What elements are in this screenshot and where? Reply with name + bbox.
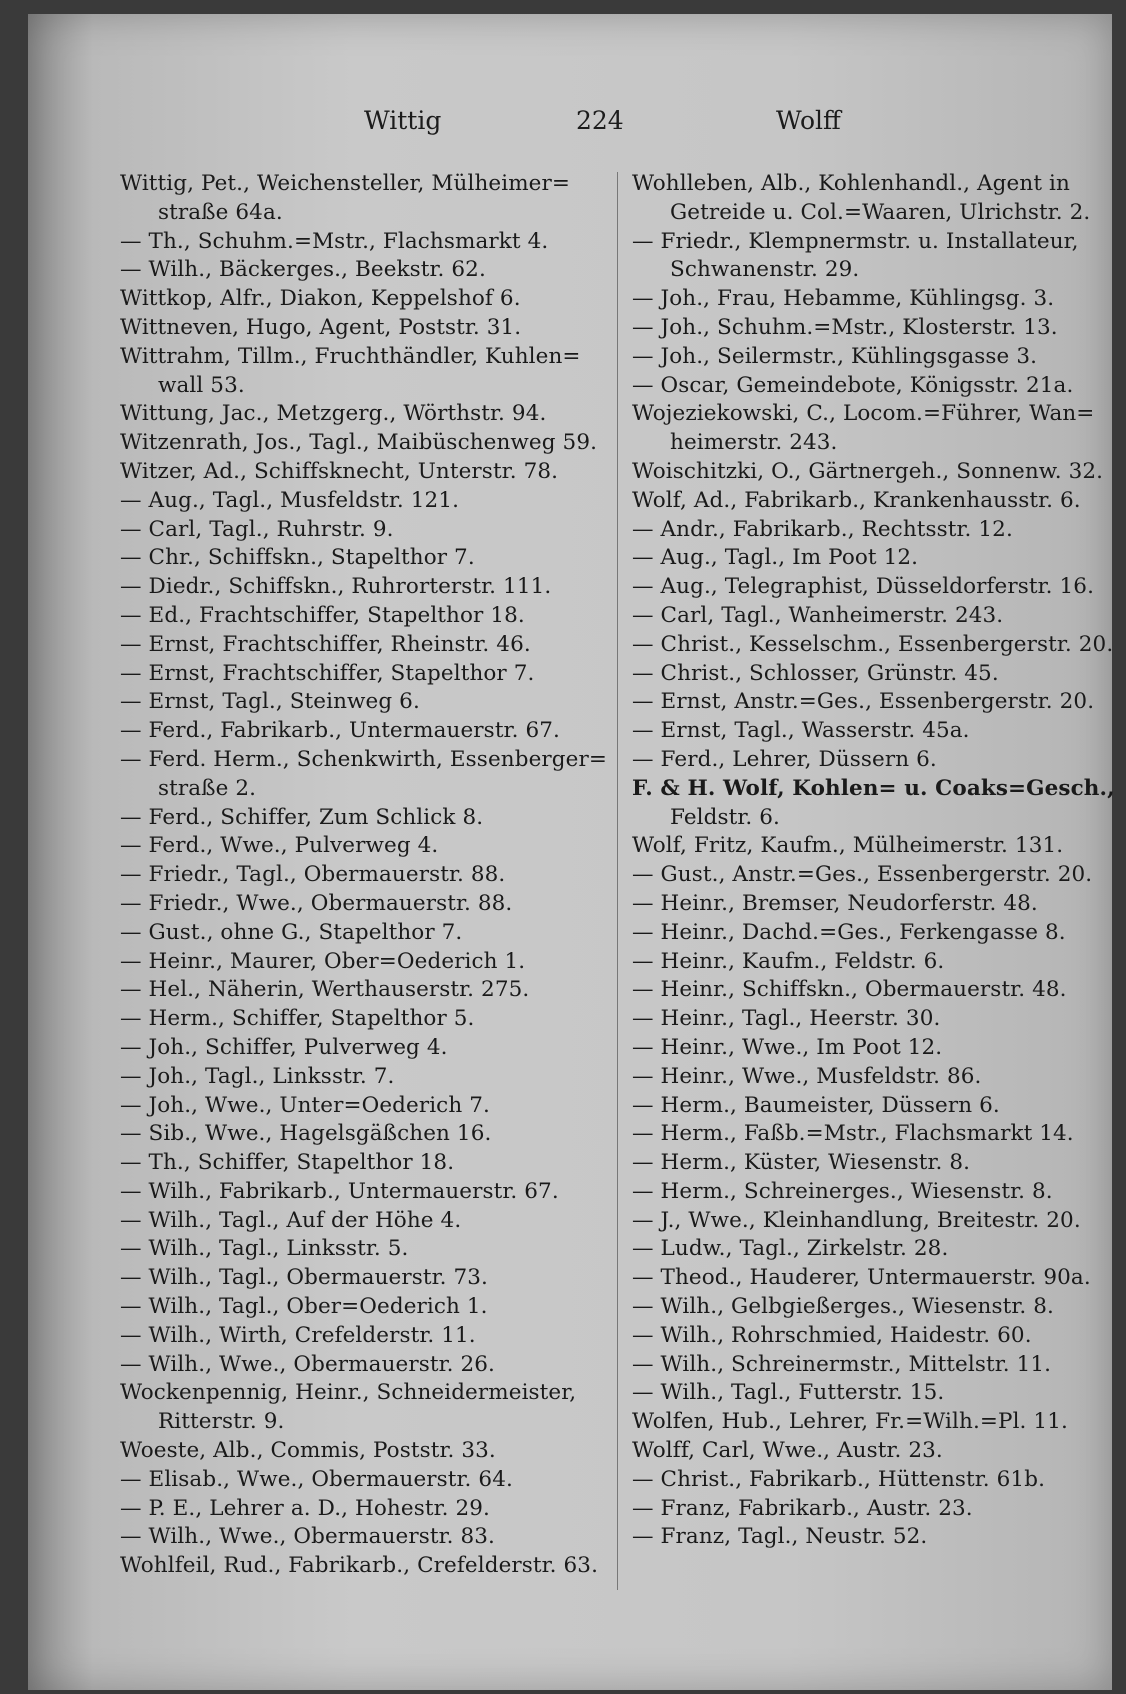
directory-entry: — Oscar, Gemeindebote, Königsstr. 21a. bbox=[632, 372, 1074, 398]
directory-entry: — Christ., Kesselschm., Essenbergerstr. 20. bbox=[632, 631, 1114, 657]
directory-entry: straße 64a. bbox=[158, 199, 283, 225]
directory-entry: — Wilh., Wwe., Obermauerstr. 83. bbox=[120, 1524, 495, 1550]
directory-entry: — Ernst, Tagl., Steinweg 6. bbox=[120, 689, 420, 715]
directory-entry: — Wilh., Bäckerges., Beekstr. 62. bbox=[120, 257, 486, 283]
directory-entry: — Ferd., Lehrer, Düssern 6. bbox=[632, 746, 937, 772]
directory-entry: — Wilh., Tagl., Linksstr. 5. bbox=[120, 1236, 409, 1262]
directory-entry: — Wilh., Fabrikarb., Untermauerstr. 67. bbox=[120, 1178, 559, 1204]
directory-entry: — Elisab., Wwe., Obermauerstr. 64. bbox=[120, 1466, 513, 1492]
left-column bbox=[120, 170, 610, 1581]
directory-entry: Witzer, Ad., Schiffsknecht, Unterstr. 78. bbox=[120, 458, 559, 484]
directory-entry: — Carl, Tagl., Ruhrstr. 9. bbox=[120, 516, 394, 542]
directory-entry: — Sib., Wwe., Hagelsgäßchen 16. bbox=[120, 1121, 492, 1147]
directory-entry: — Wilh., Wwe., Obermauerstr. 26. bbox=[120, 1351, 495, 1377]
directory-entry: — Wilh., Tagl., Auf der Höhe 4. bbox=[120, 1207, 462, 1233]
directory-entry: — Th., Schiffer, Stapelthor 18. bbox=[120, 1150, 455, 1176]
directory-entry: — Ernst, Anstr.=Ges., Essenbergerstr. 20. bbox=[632, 689, 1095, 715]
directory-entry: Wittrahm, Tillm., Fruchthändler, Kuhlen= bbox=[120, 343, 581, 369]
directory-entry: heimerstr. 243. bbox=[670, 430, 838, 456]
header-left-keyword: Wittig bbox=[364, 106, 442, 135]
directory-entry: — Herm., Küster, Wiesenstr. 8. bbox=[632, 1150, 971, 1176]
directory-entry: — Ed., Frachtschiffer, Stapelthor 18. bbox=[120, 602, 525, 628]
directory-entry: — Aug., Tagl., Im Poot 12. bbox=[632, 545, 919, 571]
directory-entry: Woischitzki, O., Gärtnergeh., Sonnenw. 32. bbox=[632, 458, 1104, 484]
directory-entry: — Ferd. Herm., Schenkwirth, Essenberger= bbox=[120, 746, 607, 772]
directory-entry: Witzenrath, Jos., Tagl., Maibüschenweg 59. bbox=[120, 430, 598, 456]
directory-entry: — Wilh., Tagl., Obermauerstr. 73. bbox=[120, 1265, 488, 1291]
directory-entry: — Joh., Schiffer, Pulverweg 4. bbox=[120, 1034, 448, 1060]
directory-entry: — Friedr., Klempnermstr. u. Installateur, bbox=[632, 228, 1079, 254]
page-header bbox=[28, 106, 1112, 146]
directory-entry: — Ernst, Frachtschiffer, Rheinstr. 46. bbox=[120, 631, 531, 657]
directory-entry: F. & H. Wolf, Kohlen= u. Coaks=Gesch., bbox=[632, 775, 1115, 801]
directory-entry: — Diedr., Schiffskn., Ruhrorterstr. 111. bbox=[120, 574, 552, 600]
directory-entry: Ritterstr. 9. bbox=[158, 1409, 285, 1435]
directory-entry: Getreide u. Col.=Waaren, Ulrichstr. 2. bbox=[670, 199, 1091, 225]
directory-entry: — Franz, Tagl., Neustr. 52. bbox=[632, 1524, 928, 1550]
directory-entry: — Chr., Schiffskn., Stapelthor 7. bbox=[120, 545, 475, 571]
directory-entry: — Ferd., Schiffer, Zum Schlick 8. bbox=[120, 804, 484, 830]
directory-entry: — Friedr., Wwe., Obermauerstr. 88. bbox=[120, 890, 513, 916]
directory-entry: — Heinr., Bremser, Neudorferstr. 48. bbox=[632, 890, 1038, 916]
directory-entry: Wolfen, Hub., Lehrer, Fr.=Wilh.=Pl. 11. bbox=[632, 1409, 1068, 1435]
directory-entry: — Heinr., Schiffskn., Obermauerstr. 48. bbox=[632, 977, 1067, 1003]
directory-entry: — Joh., Seilermstr., Kühlingsgasse 3. bbox=[632, 343, 1038, 369]
directory-entry: Wohlfeil, Rud., Fabrikarb., Crefelderstr. 63. bbox=[120, 1553, 599, 1579]
directory-entry: — Wilh., Tagl., Ober=Oederich 1. bbox=[120, 1294, 488, 1320]
directory-entry: — Andr., Fabrikarb., Rechtsstr. 12. bbox=[632, 516, 1013, 542]
directory-entry: — Heinr., Maurer, Ober=Oederich 1. bbox=[120, 948, 526, 974]
directory-entry: — Aug., Telegraphist, Düsseldorferstr. 16. bbox=[632, 574, 1094, 600]
right-column bbox=[632, 170, 1115, 1552]
directory-entry: — Ferd., Fabrikarb., Untermauerstr. 67. bbox=[120, 718, 560, 744]
directory-entry: — P. E., Lehrer a. D., Hohestr. 29. bbox=[120, 1495, 490, 1521]
directory-entry: — Ernst, Tagl., Wasserstr. 45a. bbox=[632, 718, 970, 744]
directory-entry: — Ernst, Frachtschiffer, Stapelthor 7. bbox=[120, 660, 535, 686]
directory-entry: — Aug., Tagl., Musfeldstr. 121. bbox=[120, 487, 460, 513]
directory-entry: — Heinr., Wwe., Im Poot 12. bbox=[632, 1034, 943, 1060]
directory-entry: — Joh., Frau, Hebamme, Kühlingsg. 3. bbox=[632, 286, 1055, 312]
directory-entry: Wittig, Pet., Weichensteller, Mülheimer= bbox=[120, 171, 570, 196]
directory-entry: Wittung, Jac., Metzgerg., Wörthstr. 94. bbox=[120, 401, 547, 427]
directory-entry: — Heinr., Kaufm., Feldstr. 6. bbox=[632, 948, 945, 974]
directory-entry: — Heinr., Tagl., Heerstr. 30. bbox=[632, 1006, 941, 1032]
directory-entry: Wockenpennig, Heinr., Schneidermeister, bbox=[120, 1380, 577, 1406]
directory-entry: — Herm., Schiffer, Stapelthor 5. bbox=[120, 1006, 475, 1032]
directory-entry: — Friedr., Tagl., Obermauerstr. 88. bbox=[120, 862, 506, 888]
directory-entry: Wolff, Carl, Wwe., Austr. 23. bbox=[632, 1438, 943, 1464]
directory-entry: Wohlleben, Alb., Kohlenhandl., Agent in bbox=[632, 171, 1070, 196]
directory-entry: — Franz, Fabrikarb., Austr. 23. bbox=[632, 1495, 973, 1521]
directory-entry: Wolf, Fritz, Kaufm., Mülheimerstr. 131. bbox=[632, 833, 1064, 859]
directory-entry: — Gust., Anstr.=Ges., Essenbergerstr. 20. bbox=[632, 862, 1093, 888]
directory-entry: straße 2. bbox=[158, 775, 257, 801]
directory-entry: — Herm., Baumeister, Düssern 6. bbox=[632, 1092, 1000, 1118]
directory-entry: — Ferd., Wwe., Pulverweg 4. bbox=[120, 833, 439, 859]
directory-entry: — Christ., Schlosser, Grünstr. 45. bbox=[632, 660, 999, 686]
directory-entry: — J., Wwe., Kleinhandlung, Breitestr. 20. bbox=[632, 1207, 1081, 1233]
directory-entry: wall 53. bbox=[158, 372, 245, 398]
directory-entry: — Herm., Schreinerges., Wiesenstr. 8. bbox=[632, 1178, 1053, 1204]
column-divider bbox=[617, 172, 618, 1590]
directory-entry: — Herm., Faßb.=Mstr., Flachsmarkt 14. bbox=[632, 1121, 1074, 1147]
directory-entry: — Joh., Wwe., Unter=Oederich 7. bbox=[120, 1092, 490, 1118]
directory-entry: — Wilh., Schreinermstr., Mittelstr. 11. bbox=[632, 1351, 1052, 1377]
directory-entry: — Theod., Hauderer, Untermauerstr. 90a. bbox=[632, 1265, 1091, 1291]
directory-entry: — Heinr., Wwe., Musfeldstr. 86. bbox=[632, 1063, 982, 1089]
directory-entry: — Ludw., Tagl., Zirkelstr. 28. bbox=[632, 1236, 949, 1262]
directory-entry: Wolf, Ad., Fabrikarb., Krankenhausstr. 6. bbox=[632, 487, 1081, 513]
directory-entry: — Carl, Tagl., Wanheimerstr. 243. bbox=[632, 602, 1004, 628]
header-right-keyword: Wolff bbox=[776, 106, 841, 135]
directory-entry: — Wilh., Gelbgießerges., Wiesenstr. 8. bbox=[632, 1294, 1054, 1320]
directory-entry: — Hel., Näherin, Werthauserstr. 275. bbox=[120, 977, 530, 1003]
directory-entry: Wojeziekowski, C., Locom.=Führer, Wan= bbox=[632, 401, 1095, 427]
directory-entry: — Wilh., Rohrschmied, Haidestr. 60. bbox=[632, 1322, 1032, 1348]
directory-entry: Wittkop, Alfr., Diakon, Keppelshof 6. bbox=[120, 286, 521, 312]
directory-entry: — Heinr., Dachd.=Ges., Ferkengasse 8. bbox=[632, 919, 1066, 945]
directory-entry: — Gust., ohne G., Stapelthor 7. bbox=[120, 919, 463, 945]
directory-entry: Schwanenstr. 29. bbox=[670, 257, 860, 283]
directory-entry: — Christ., Fabrikarb., Hüttenstr. 61b. bbox=[632, 1466, 1046, 1492]
directory-entry: — Joh., Tagl., Linksstr. 7. bbox=[120, 1063, 395, 1089]
directory-entry: — Joh., Schuhm.=Mstr., Klosterstr. 13. bbox=[632, 314, 1058, 340]
directory-page bbox=[28, 14, 1115, 1690]
directory-entry: Feldstr. 6. bbox=[670, 804, 780, 830]
directory-entry: Wittneven, Hugo, Agent, Poststr. 31. bbox=[120, 314, 522, 340]
page-number: 224 bbox=[576, 106, 624, 135]
directory-entry: — Wilh., Wirth, Crefelderstr. 11. bbox=[120, 1322, 476, 1348]
directory-entry: — Wilh., Tagl., Futterstr. 15. bbox=[632, 1380, 945, 1406]
directory-entry: Woeste, Alb., Commis, Poststr. 33. bbox=[120, 1438, 496, 1464]
directory-entry: — Th., Schuhm.=Mstr., Flachsmarkt 4. bbox=[120, 228, 549, 254]
